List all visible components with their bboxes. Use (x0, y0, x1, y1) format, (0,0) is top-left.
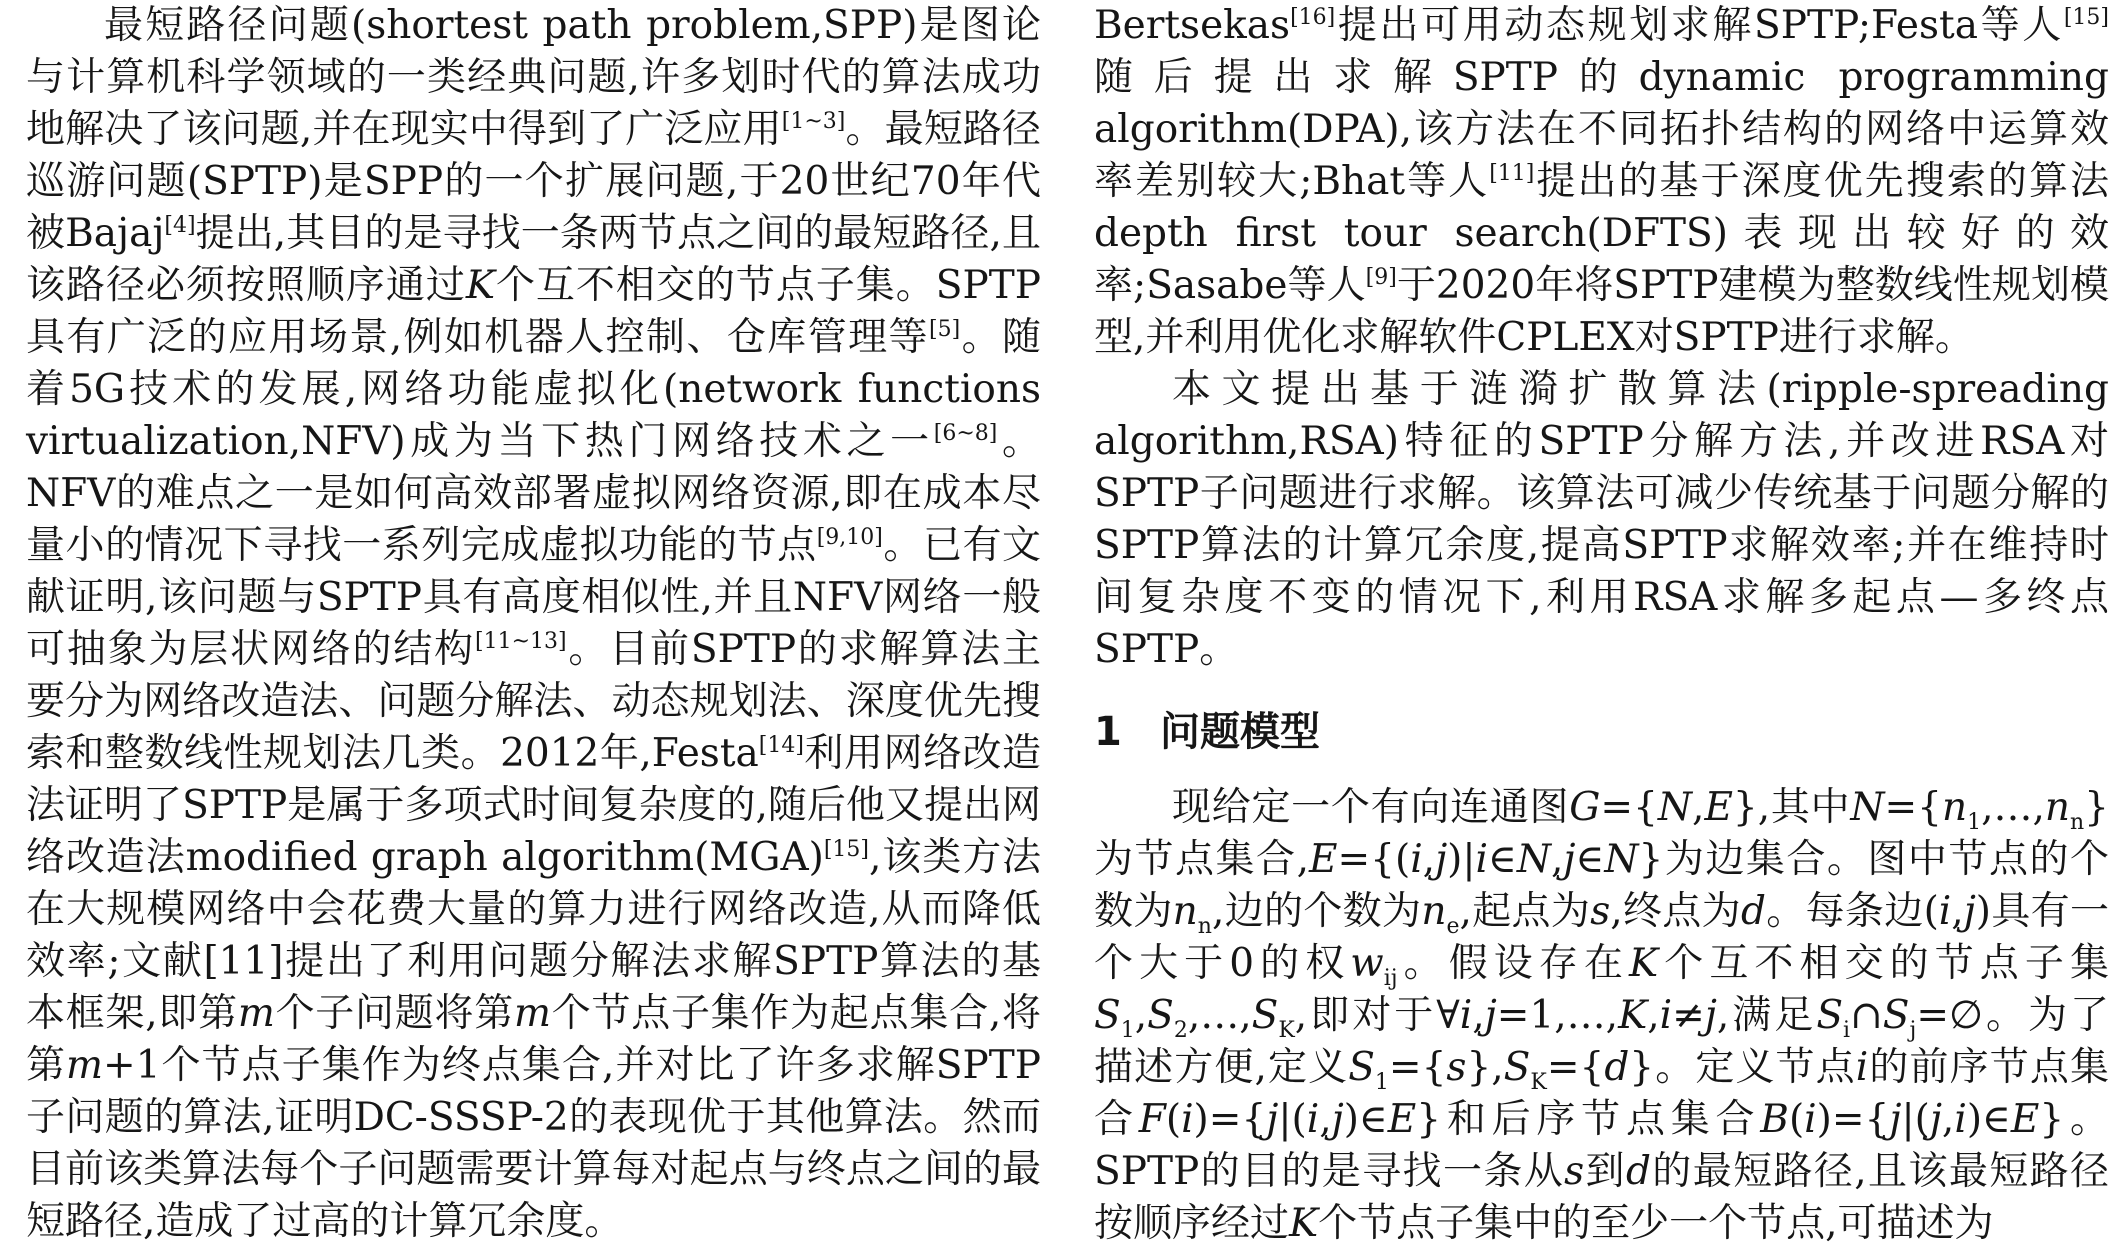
text-run: 个互不相交的节点子集 (1658, 941, 2109, 986)
text-run: 。已有文献证明,该问题与SPTP具有高度相似性,并且NFV网络一般可抽象为层状网络的结构 (26, 523, 1041, 672)
text-run: ,满足 (1716, 993, 1817, 1038)
math-subscript: n (2069, 809, 2085, 835)
math-subscript: 1 (1967, 809, 1982, 835)
text-run: 。NFV的难点之一是如何高效部署虚拟网络资源,即在成本尽量小的情况下寻找一系列完成虚拟功能的节点 (26, 419, 1041, 568)
text-run: 到 (1584, 1149, 1626, 1194)
math-subscript: ij (1383, 965, 1398, 991)
text-run: 本文提出基于涟漪扩散算法(ripple-spreading algorithm,RSA)特征的SPTP分解方法,并改进RSA对SPTP子问题进行求解。该算法可减少传统基于问题分解的SPTP算法的计算冗余度,提高SPTP求解效率;并在维持时间复杂度不变的情况下,利用RSA求解多起点—多终点SPTP。 (1094, 367, 2109, 672)
citation-ref: [15] (2063, 5, 2109, 30)
math-variable: F (1138, 1097, 1166, 1142)
math-variable: S (1882, 993, 1910, 1038)
text-run: 提出的基于深度优先搜索的算法depth first tour search(DFTS)表现出较好的效率;Sasabe等人 (1094, 159, 2109, 308)
math-variable: j (1563, 837, 1576, 882)
math-variable: G (1569, 785, 1601, 830)
math-variable: i (1459, 993, 1473, 1038)
intro-paragraph (26, 0, 1041, 1248)
text-run: ∈ (1575, 837, 1605, 882)
math-variable: w (1350, 941, 1384, 986)
text-run: 提出,其目的是寻找一条两节点之间的最短路径,且该路径必须按照顺序通过 (26, 211, 1041, 308)
math-variable: i (1475, 837, 1489, 882)
text-run: )={ (1816, 1097, 1890, 1142)
text-run: =1,…, (1496, 993, 1619, 1038)
math-variable: d (1740, 889, 1766, 934)
math-variable: j (1963, 889, 1976, 934)
math-variable: S (1503, 1045, 1531, 1090)
text-run: ,…, (1187, 993, 1252, 1038)
math-variable: K (465, 263, 495, 308)
citation-ref: [11] (1489, 161, 1535, 186)
math-variable: i (1938, 889, 1952, 934)
text-run: , (1319, 1097, 1332, 1142)
math-variable: j (1435, 837, 1448, 882)
math-variable: N (1657, 785, 1693, 830)
text-run: 提出可用动态规划求解SPTP;Festa等人 (1335, 3, 2064, 48)
math-subscript: j (1909, 1017, 1917, 1043)
citation-ref: [14] (758, 733, 804, 758)
math-variable: N (1850, 785, 1885, 830)
left-column (26, 0, 1041, 1248)
text-run: ={ (1884, 785, 1942, 830)
math-subscript: e (1446, 913, 1460, 939)
math-variable: E (1704, 785, 1733, 830)
text-run: 。最短路径巡游问题(SPTP)是SPP的一个扩展问题,于20世纪70年代被Bajaj (26, 107, 1041, 256)
text-run: 于2020年将SPTP建模为整数线性规划模型,并利用优化求解软件CPLEX对SPTP进行求解。 (1094, 263, 2109, 360)
text-run: , (1472, 993, 1485, 1038)
math-variable: E (1387, 1097, 1417, 1142)
citation-ref: [9,10] (816, 525, 883, 550)
text-run: 。随着5G技术的发展,网络功能虚拟化(network functions virtualization,NFV)成为当下热门网络技术之一 (26, 315, 1041, 464)
text-run: 随后提出求解SPTP的dynamic programming algorithm(DPA),该方法在不同拓扑结构的网络中运算效率差别较大;Bhat等人 (1094, 55, 2109, 204)
math-variable: j (1331, 1097, 1344, 1142)
text-run: ,边的个数为 (1211, 889, 1422, 934)
text-run: 的前序节点集合 (1094, 1045, 2109, 1142)
citation-ref: [1~3] (781, 109, 846, 134)
math-subscript: 1 (1120, 1017, 1135, 1043)
text-run: }。定义节点 (1629, 1045, 1856, 1090)
math-variable: m (237, 991, 275, 1036)
text-run: }。SPTP的目的是寻找一条从 (1094, 1097, 2109, 1194)
math-variable: j (1266, 1097, 1279, 1142)
text-run: )具有一个大于0的权 (1094, 889, 2109, 986)
math-variable: S (1348, 1045, 1375, 1090)
text-run: ={ (1388, 1045, 1447, 1090)
math-variable: K (1629, 941, 1659, 986)
math-subscript: i (1843, 1017, 1851, 1043)
math-variable: E (1308, 837, 1338, 882)
section-number: 1 (1094, 709, 1122, 755)
text-run: Bertsekas (1094, 3, 1291, 48)
text-run: 个节点子集作为起点集合,将第 (26, 991, 1041, 1088)
text-run: , (1134, 993, 1148, 1038)
math-variable: i (1954, 1097, 1967, 1142)
math-variable: i (1804, 1097, 1817, 1142)
math-variable: i (1181, 1097, 1194, 1142)
section-heading (1094, 704, 2109, 760)
math-variable: j (1929, 1097, 1942, 1142)
text-run: ∈ (1488, 837, 1517, 882)
contribution-paragraph (1094, 364, 2109, 676)
text-run: 。目前SPTP的求解算法主要分为网络改造法、问题分解法、动态规划法、深度优先搜索和整数线性规划法几类。2012年,Festa (26, 627, 1041, 776)
text-run: }为边集合。图中节点的个数为 (1094, 837, 2109, 934)
right-column (1094, 0, 2109, 1250)
math-variable: K (1289, 1201, 1319, 1246)
text-run: 个子问题将第 (274, 991, 514, 1036)
math-variable: n (1941, 785, 1968, 830)
math-variable: j (1889, 1097, 1902, 1142)
text-run: ≠ (1672, 993, 1705, 1038)
citation-ref: [16] (1290, 5, 1336, 30)
text-run: ,…, (1981, 785, 2045, 830)
citation-ref: [11~13] (475, 629, 567, 654)
text-run: ={ (1600, 785, 1658, 830)
text-run: ={( (1337, 837, 1411, 882)
related-work-paragraph (1094, 0, 2109, 364)
text-run: 利用网络改造法证明了SPTP是属于多项式时间复杂度的,随后他又提出网络改造法modified graph algorithm(MGA) (26, 731, 1041, 880)
math-variable: s (1564, 1149, 1585, 1194)
text-run: )∈ (1966, 1097, 2011, 1142)
text-run: ∩ (1850, 993, 1883, 1038)
citation-ref: [5] (928, 317, 961, 342)
math-variable: d (1625, 1149, 1651, 1194)
text-run: ,该类方法在大规模网络中会花费大量的算力进行网络改造,从而降低效率;文献[11]提出了利用问题分解法求解SPTP算法的基本框架,即第 (26, 835, 1041, 1036)
math-variable: i (1410, 837, 1423, 882)
text-run: ,起点为 (1459, 889, 1591, 934)
text-run: ( (1788, 1097, 1805, 1142)
math-variable: j (1704, 993, 1717, 1038)
text-run: }和后序节点集合 (1416, 1097, 1761, 1142)
math-variable: K (1618, 993, 1648, 1038)
citation-ref: [15] (823, 837, 869, 862)
math-subscript: K (1278, 1017, 1295, 1043)
text-run: , (1647, 993, 1660, 1038)
text-run: )={ (1193, 1097, 1267, 1142)
math-variable: S (1251, 993, 1279, 1038)
text-run: 个节点子集中的至少一个节点,可描述为 (1318, 1201, 1994, 1246)
text-run: 现给定一个有向连通图 (1172, 785, 1570, 830)
math-variable: B (1760, 1097, 1789, 1142)
math-variable: j (1484, 993, 1497, 1038)
math-subscript: 2 (1173, 1017, 1188, 1043)
text-run: }, (1466, 1045, 1504, 1090)
text-run: +1个节点子集作为终点集合,并对比了许多求解SPTP子问题的算法,证明DC-SSSP-2的表现优于其他算法。然而目前该类算法每个子问题需要计算每对起点与终点之间的最短路径,造成了过高的计算冗余度。 (26, 1043, 1041, 1244)
math-subscript: n (1197, 913, 1212, 939)
math-variable: E (2010, 1097, 2040, 1142)
text-run: =∅。为了描述方便,定义 (1094, 993, 2109, 1090)
math-variable: m (514, 991, 551, 1036)
text-run: 。假设存在 (1397, 941, 1630, 986)
text-run: |( (1278, 1097, 1307, 1142)
text-run: 的最短路径,且该最短路径按顺序经过 (1094, 1149, 2109, 1246)
text-run: )∈ (1343, 1097, 1388, 1142)
text-run: )| (1447, 837, 1476, 882)
math-variable: N (1604, 837, 1639, 882)
math-variable: n (2044, 785, 2070, 830)
text-run: , (1422, 837, 1436, 882)
math-variable: n (1172, 889, 1198, 934)
math-variable: S (1147, 993, 1174, 1038)
math-variable: n (1421, 889, 1447, 934)
math-variable: s (1446, 1045, 1467, 1090)
math-subscript: K (1530, 1069, 1547, 1095)
text-run: },其中 (1732, 785, 1851, 830)
text-run: , (1551, 837, 1564, 882)
citation-ref: [9] (1365, 265, 1397, 290)
text-run: , (1951, 889, 1964, 934)
text-run: 个互不相交的节点子集。SPTP具有广泛的应用场景,例如机器人控制、仓库管理等 (26, 263, 1041, 360)
text-run: 最短路径问题(shortest path problem,SPP)是图论与计算机科学领域的一类经典问题,许多划时代的算法成功地解决了该问题,并在现实中得到了广泛应用 (26, 3, 1041, 152)
text-run: 。每条边( (1765, 889, 1939, 934)
text-run: |( (1901, 1097, 1930, 1142)
text-run: , (1941, 1097, 1955, 1142)
math-subscript: 1 (1374, 1069, 1389, 1095)
math-variable: S (1816, 993, 1844, 1038)
text-run: ( (1165, 1097, 1182, 1142)
math-variable: i (1659, 993, 1673, 1038)
citation-ref: [4] (164, 213, 196, 238)
math-variable: s (1590, 889, 1611, 934)
problem-model-paragraph (1094, 782, 2109, 1250)
text-run: , (1692, 785, 1705, 830)
citation-ref: [6~8] (933, 421, 998, 446)
math-variable: i (1306, 1097, 1320, 1142)
math-variable: m (66, 1043, 104, 1088)
math-variable: N (1516, 837, 1552, 882)
math-variable: d (1604, 1045, 1630, 1090)
text-run: ,终点为 (1610, 889, 1741, 934)
math-variable: i (1855, 1045, 1869, 1090)
text-run: ,即对于∀ (1294, 993, 1460, 1038)
math-variable: S (1094, 993, 1121, 1038)
section-title: 问题模型 (1160, 709, 1320, 755)
text-run: }为节点集合, (1094, 785, 2109, 882)
text-run: ={ (1546, 1045, 1605, 1090)
